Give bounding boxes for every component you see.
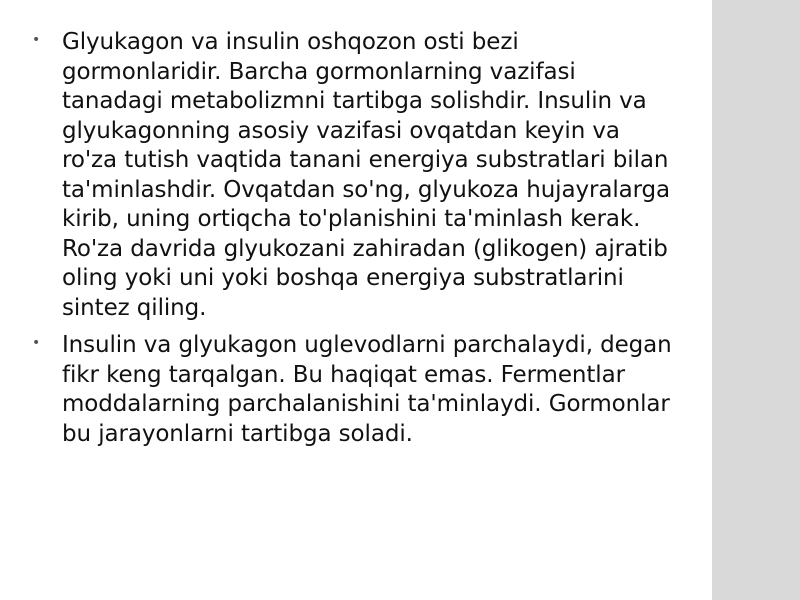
bullet-text: Insulin va glyukagon uglevodlarni parchalaydi, degan fikr keng tarqalgan. Bu haqiqat emas. Fermentlar moddalarning parchalanishini ta'minlaydi. Gormonlar bu jarayonlarni tartibga soladi. xyxy=(62,332,672,447)
slide-content xyxy=(30,28,680,457)
bullet-dot-icon: • xyxy=(32,32,41,48)
bullet-item-1 xyxy=(30,28,680,323)
side-decor-bar xyxy=(712,0,800,600)
bullet-item-2 xyxy=(30,331,680,449)
bullet-dot-icon: • xyxy=(32,335,41,351)
bullet-list xyxy=(30,28,680,449)
bullet-text: Glyukagon va insulin oshqozon osti bezi gormonlaridir. Barcha gormonlarning vazifasi tanadagi metabolizmni tartibga solishdir. Insulin va glyukagonning asosiy vazifasi ovqatdan keyin va ro'za tutish vaqtida tanani energiya substratlari bilan ta'minlashdir. Ovqatdan so'ng, glyukoza hujayralarga kirib, uning ortiqcha to'planishini ta'minlash kerak. Ro'za davrida glyukozani zahiradan (glikogen) ajratib oling yoki uni yoki boshqa energiya substratlarini sintez qiling. xyxy=(62,29,671,321)
